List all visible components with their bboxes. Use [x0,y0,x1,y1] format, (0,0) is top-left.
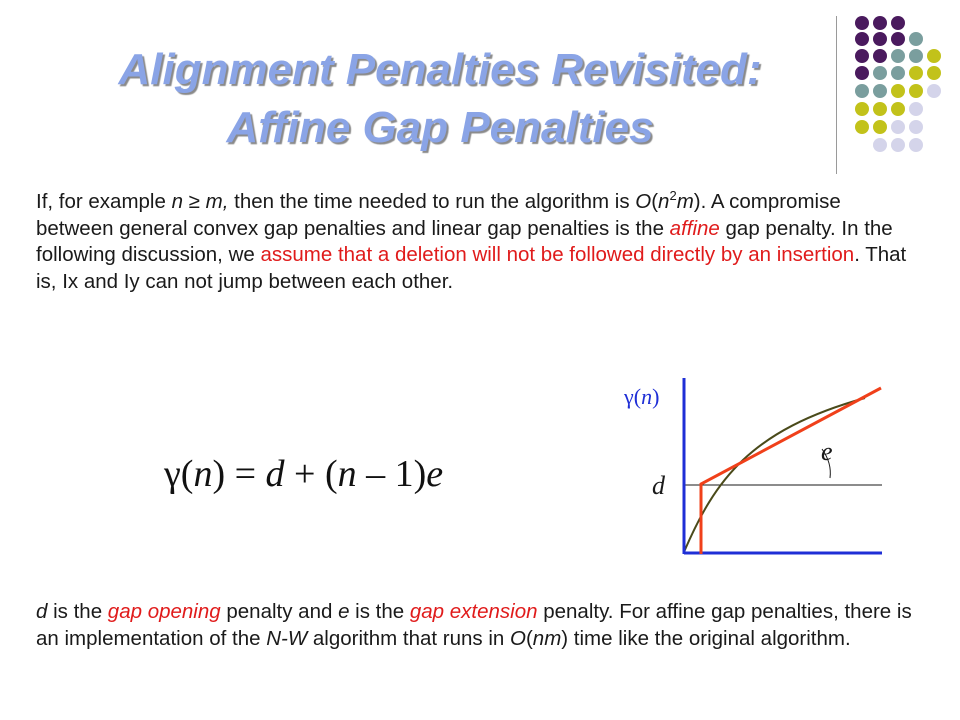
dot [855,16,869,30]
highlight-gap-opening: gap opening [107,600,221,623]
dot [927,84,941,98]
explanation-paragraph: d is the gap opening penalty and e is the gap extension penalty. For affine gap penalties, there is an implementation of the N-W algorithm that runs in O(nm) time like the original algorithm. [36,600,912,650]
dot [909,49,923,63]
dot [873,49,887,63]
dot [873,66,887,80]
dot [891,84,905,98]
dot [927,66,941,80]
dot [909,102,923,116]
highlight-assumption: assume that a deletion will not be followed directly by an insertion [260,243,855,266]
title-line-1: Alignment Penalties Revisited: [118,45,762,94]
intro-paragraph: If, for example n ≥ m, then the time needed to run the algorithm is $O(n^2m)$. A compromise between general convex gap penalties and linear gap penalties is the affine gap penalty. In the following discussion, we assume that a deletion will not be followed directly by an insertion. That is, Ix and Iy can not jump between each other. [36,188,907,293]
title-line-2: Affine Gap Penalties [226,103,654,152]
d-label: d [652,471,665,500]
dot [927,49,941,63]
affine-penalty-line [701,388,881,554]
dot [855,120,869,134]
dot [855,84,869,98]
dot [873,32,887,46]
dot [873,120,887,134]
e-label: e [821,437,833,466]
convex-curve [684,398,865,552]
dot [873,138,887,152]
dot [891,138,905,152]
highlight-affine: affine [669,216,720,240]
dot [873,102,887,116]
dot [855,102,869,116]
dot [855,66,869,80]
decorative-divider [836,16,837,174]
dot [873,16,887,30]
dot [873,84,887,98]
dot [891,102,905,116]
dot [909,32,923,46]
dot [855,49,869,63]
dot [909,138,923,152]
dot [909,120,923,134]
gap-penalty-graph [600,370,900,570]
highlight-gap-extension: gap extension [409,600,538,623]
dot [909,84,923,98]
affine-gap-formula: γ(n) = d + (n – 1)e [164,453,444,495]
dot [855,32,869,46]
dot [891,32,905,46]
gamma-n-label: γ(n) [624,384,660,409]
dot [891,16,905,30]
dot [891,49,905,63]
dot [909,66,923,80]
dot [891,120,905,134]
dot [891,66,905,80]
